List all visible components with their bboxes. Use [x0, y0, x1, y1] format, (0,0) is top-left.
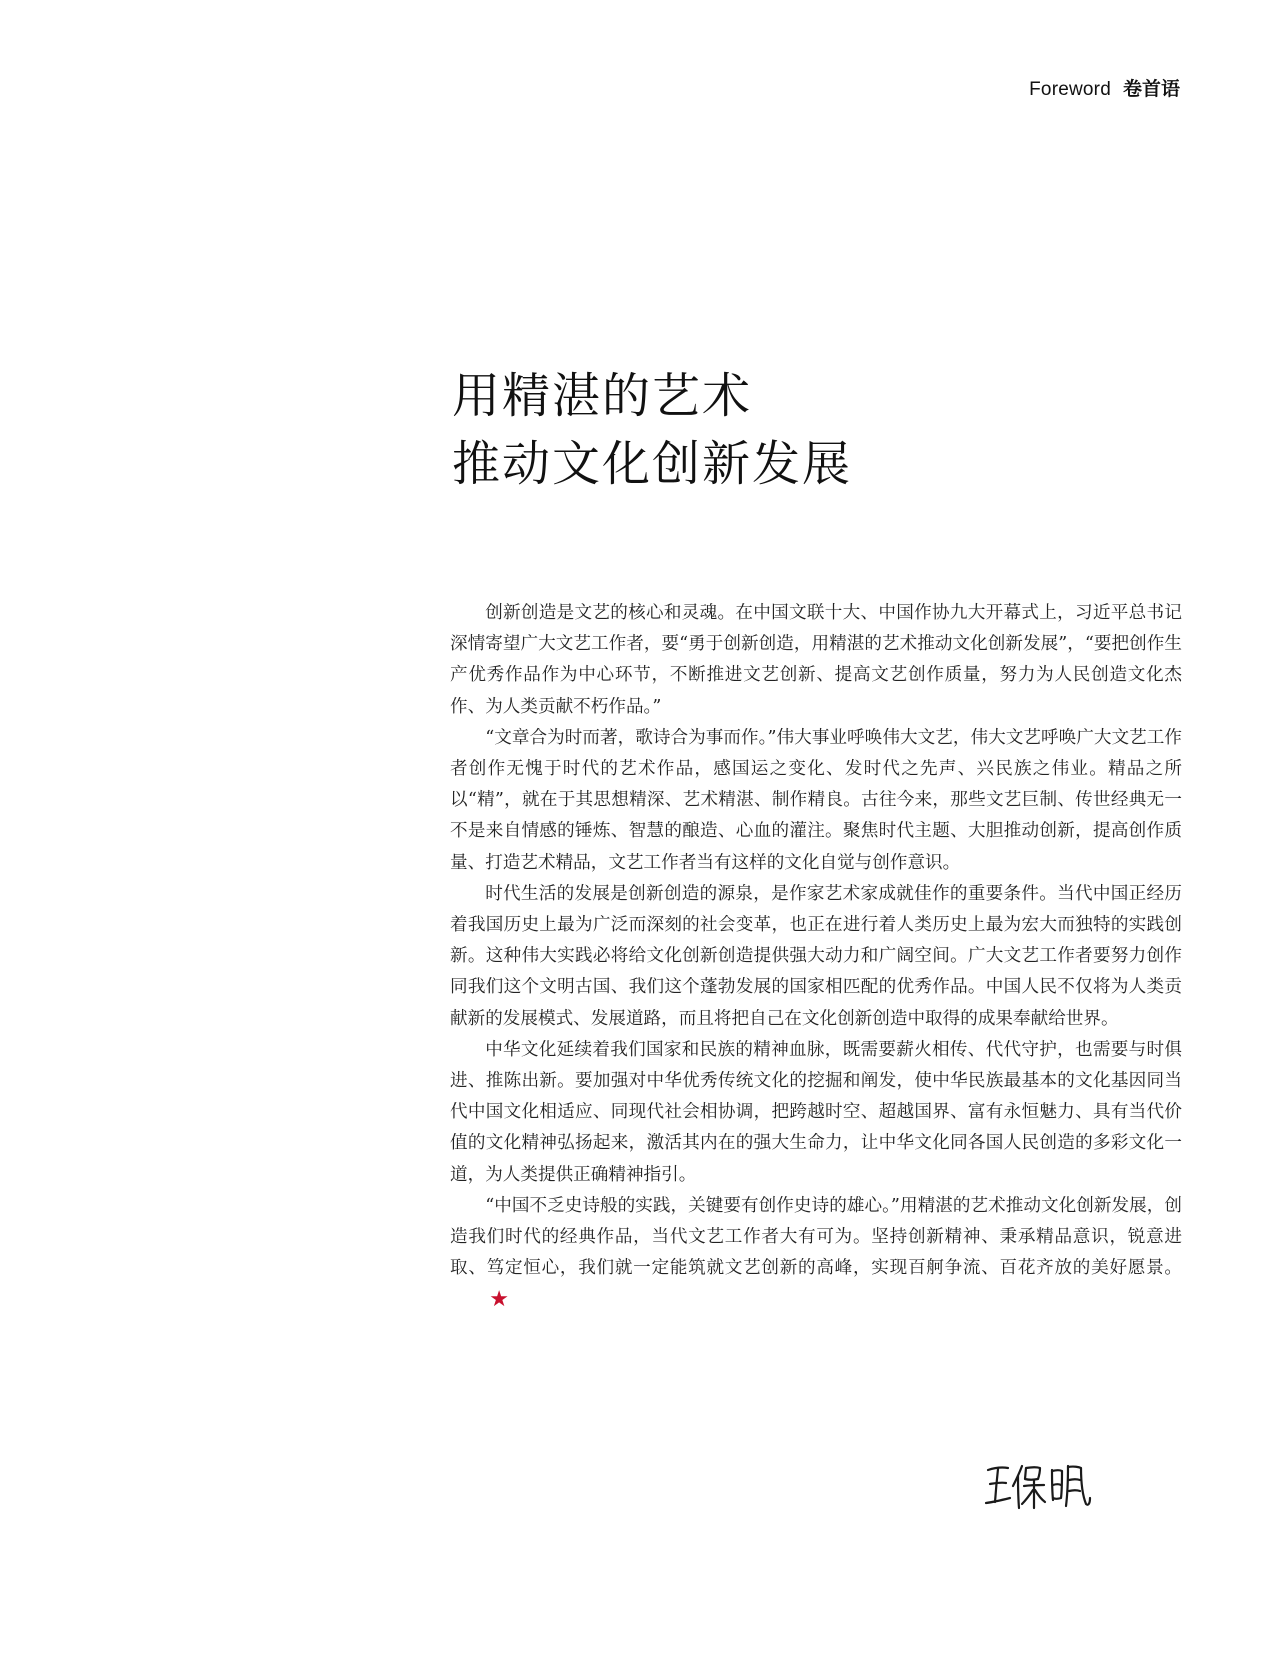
article-title — [452, 362, 1152, 498]
paragraph: 创新创造是文艺的核心和灵魂。在中国文联十大、中国作协九大开幕式上，习近平总书记深情寄望广大文艺工作者，要“勇于创新创造，用精湛的艺术推动文化创新发展”，“要把创作生产优秀作品作为中心环节，不断推进文艺创新、提高文艺创作质量，努力为人民创造文化杰作、为人类贡献不朽作品。” — [450, 603, 1182, 717]
section-header — [1029, 74, 1180, 101]
section-label-cn: 卷首语 — [1122, 79, 1180, 100]
paragraph: 中华文化延续着我们国家和民族的精神血脉，既需要薪火相传、代代守护，也需要与时俱进、推陈出新。要加强对中华优秀传统文化的挖掘和阐发，使中华民族最基本的文化基因同当代中国文化相适应、同现代社会相协调，把跨越时空、超越国界、富有永恒魅力、具有当代价值的文化精神弘扬起来，激活其内在的强大生命力，让中华文化同各国人民创造的多彩文化一道，为人类提供正确精神指引。 — [450, 1039, 1182, 1185]
section-label-en: Foreword — [1029, 79, 1111, 100]
paragraph: “文章合为时而著，歌诗合为事而作。”伟大事业呼唤伟大文艺，伟大文艺呼唤广大文艺工作者创作无愧于时代的艺术作品，感国运之变化、发时代之先声、兴民族之伟业。精品之所以“精”，就在于其思想精深、艺术精湛、制作精良。古往今来，那些文艺巨制、传世经典无一不是来自情感的锤炼、智慧的酿造、心血的灌注。聚焦时代主题、大胆推动创新，提高创作质量、打造艺术精品，文艺工作者当有这样的文化自觉与创作意识。 — [450, 727, 1182, 873]
paragraph-last — [450, 1191, 1182, 1316]
paragraph-text: “中国不乏史诗般的实践，关键要有创作史诗的雄心。”用精湛的艺术推动文化创新发展，创造我们时代的经典作品，当代文艺工作者大有可为。坚持创新精神、秉承精品意识，锐意进取、笃定恒心，我们就一定能筑就文艺创新的高峰，实现百舸争流、百花齐放的美好愿景。 — [450, 1195, 1182, 1279]
article-title-line-2: 推动文化创新发展 — [452, 436, 853, 492]
author-signature — [982, 1458, 1094, 1512]
article-title-line-1: 用精湛的艺术 — [452, 368, 753, 424]
article-body — [450, 598, 1182, 1316]
red-star-icon: ★ — [489, 1287, 509, 1313]
signature-scribble — [982, 1458, 1094, 1512]
paragraph: 时代生活的发展是创新创造的源泉，是作家艺术家成就佳作的重要条件。当代中国正经历着我国历史上最为广泛而深刻的社会变革，也正在进行着人类历史上最为宏大而独特的实践创新。这种伟大实践必将给文化创新创造提供强大动力和广阔空间。广大文艺工作者要努力创作同我们这个文明古国、我们这个蓬勃发展的国家相匹配的优秀作品。中国人民不仅将为人类贡献新的发展模式、发展道路，而且将把自己在文化创新创造中取得的成果奉献给世界。 — [450, 883, 1182, 1029]
